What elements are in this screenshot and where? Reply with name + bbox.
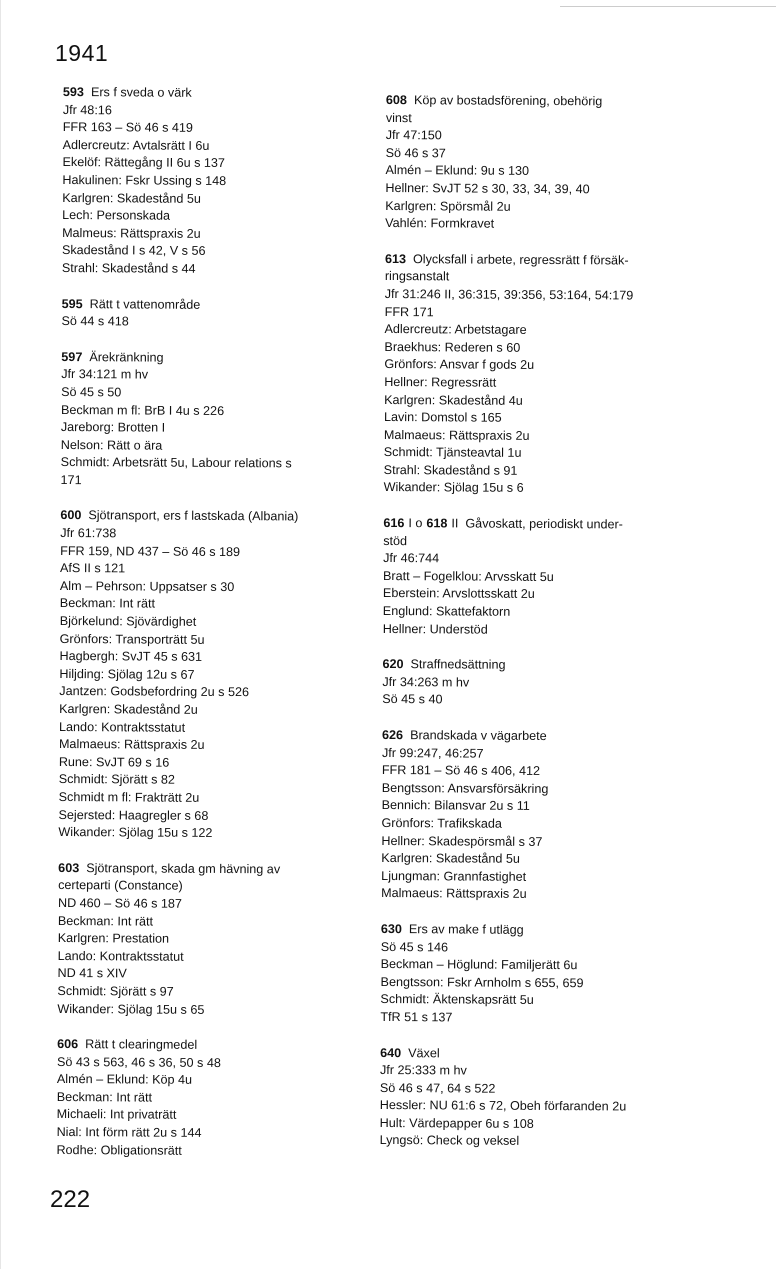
reference-line: certeparti (Constance) — [58, 878, 183, 894]
reference-line: Alm – Pehrson: Uppsatser s 30 — [59, 578, 235, 594]
reference-line: Sö 45 s 40 — [382, 692, 443, 707]
case-title: Rätt t clearingmedel — [85, 1037, 198, 1052]
case-title: Straffnedsättning — [410, 657, 506, 672]
reference-line: Lando: Kontraktsstatut — [59, 719, 186, 735]
case-title: Ärekränkning — [89, 349, 164, 365]
reference-line: Almén – Eklund: Köp 4u — [56, 1072, 193, 1088]
case-number: 626 — [382, 727, 404, 743]
reference-line: Sö 43 s 563, 46 s 36, 50 s 48 — [56, 1054, 221, 1070]
reference-line: ringsanstalt — [384, 269, 450, 284]
reference-line: Beckman – Höglund: Familjerätt 6u — [380, 957, 578, 973]
case-entry — [61, 296, 381, 333]
scan-edge — [0, 0, 1, 1269]
reference-line: Lyngsö: Check og veksel — [379, 1133, 520, 1149]
reference-line: Schmidt m fl: Frakträtt 2u — [58, 789, 200, 805]
case-entry-heading — [381, 921, 671, 940]
reference-line: Jantzen: Godsbefordring 2u s 526 — [59, 684, 250, 700]
case-entry — [61, 349, 382, 492]
reference-line: Almén – Eklund: 9u s 130 — [385, 163, 530, 179]
reference-line: FFR 159, ND 437 – Sö 46 s 189 — [60, 543, 241, 559]
case-entry-heading — [61, 349, 381, 369]
case-number-suffix: II — [451, 516, 459, 531]
reference-line: Schmidt: Sjörätt s 97 — [57, 983, 174, 999]
reference-line: Bennich: Bilansvar 2u s 11 — [381, 798, 530, 814]
case-number: 616 — [383, 516, 405, 531]
reference-line: Nelson: Rätt o ära — [60, 437, 163, 453]
reference-line: Hellner: Regressrätt — [384, 374, 497, 390]
reference-line: Hessler: NU 61:6 s 72, Obeh förfaranden 2u — [379, 1098, 627, 1114]
reference-line: Wikander: Sjölag 15u s 6 — [383, 480, 524, 496]
case-entry — [58, 507, 380, 843]
reference-line: Karlgren: Spörsmål 2u — [385, 198, 511, 214]
case-title: Växel — [408, 1045, 440, 1060]
reference-line: Rune: SvJT 69 s 16 — [58, 754, 170, 770]
case-entry — [383, 515, 674, 640]
case-entry — [62, 84, 383, 279]
reference-line: stöd — [383, 533, 408, 548]
case-title: Ers av make f utlägg — [408, 922, 524, 937]
reference-line: FFR 163 – Sö 46 s 419 — [62, 120, 193, 135]
reference-line: Sö 45 s 50 — [61, 384, 122, 400]
reference-line: Wikander: Sjölag 15u s 122 — [58, 825, 213, 841]
case-number: 608 — [385, 92, 408, 108]
reference-line: Beckman: Int rätt — [59, 596, 156, 612]
case-entry-heading — [60, 507, 380, 527]
reference-line: Jfr 25:333 m hv — [379, 1063, 467, 1078]
reference-line: Skadestånd I s 42, V s 56 — [61, 243, 206, 259]
reference-line: Hakulinen: Fskr Ussing s 148 — [62, 172, 227, 188]
reference-line: Hellner: SvJT 52 s 30, 33, 34, 39, 40 — [385, 180, 590, 197]
case-title: Olycksfall i arbete, regressrätt f försäk- — [412, 251, 629, 268]
reference-line: Ekelöf: Rättegång II 6u s 137 — [62, 155, 225, 171]
reference-line: Sejersted: Haagregler s 68 — [58, 807, 209, 823]
case-entry-heading — [386, 92, 676, 111]
reference-line: Englund: Skattefaktorn — [382, 604, 511, 619]
case-title: Sjötransport, ers f lastskada (Albania) — [88, 508, 299, 524]
reference-line: Jfr 46:744 — [383, 551, 440, 566]
reference-line: Ljungman: Grannfastighet — [381, 868, 527, 884]
case-title: Köp av bostadsförening, obehörig — [413, 93, 603, 109]
case-number: 630 — [380, 921, 402, 937]
reference-line: Lavin: Domstol s 165 — [383, 410, 502, 425]
reference-line: Hiljding: Sjölag 12u s 67 — [59, 666, 195, 682]
case-entry — [57, 860, 378, 1020]
case-entry — [380, 921, 671, 1028]
reference-line: Hellner: Skadespörsmål s 37 — [381, 833, 543, 849]
case-entry — [382, 656, 672, 711]
reference-line: Sö 44 s 418 — [61, 314, 129, 329]
reference-line: Jfr 99:247, 46:257 — [381, 745, 484, 761]
case-entry-heading — [63, 84, 383, 104]
reference-line: Jfr 47:150 — [385, 128, 442, 143]
right-column — [379, 92, 676, 1170]
reference-line: Malmeus: Rättspraxis 2u — [62, 225, 201, 241]
reference-line: Sö 45 s 146 — [380, 939, 449, 954]
reference-line: vinst — [385, 110, 412, 125]
reference-line: Jfr 34:263 m hv — [382, 674, 470, 690]
reference-line: TfR 51 s 137 — [380, 1009, 453, 1025]
reference-line: Karlgren: Skadestånd 5u — [62, 190, 201, 206]
reference-line: Sö 46 s 37 — [385, 145, 446, 161]
case-number: 595 — [61, 296, 83, 311]
reference-line: Schmidt: Tjänsteavtal 1u — [383, 445, 522, 461]
case-entry-heading — [380, 1044, 670, 1063]
reference-line: Eberstein: Arvslottsskatt 2u — [382, 586, 535, 602]
case-number: 603 — [58, 860, 80, 875]
case-entry-heading — [382, 656, 672, 675]
reference-line: Strahl: Skadestånd s 91 — [383, 462, 518, 478]
reference-line: Michaeli: Int privaträtt — [56, 1107, 177, 1123]
case-number-second: 618 — [426, 516, 448, 531]
case-entry-heading — [382, 727, 672, 746]
reference-line: Schmidt: Arbetsrätt 5u, Labour relations s — [60, 455, 292, 471]
reference-line: Wikander: Sjölag 15u s 65 — [57, 1001, 205, 1017]
reference-line: Jfr 31:246 II, 36:315, 39:356, 53:164, 54:179 — [384, 286, 634, 303]
reference-line: Bratt – Fogelklou: Arvsskatt 5u — [383, 568, 554, 584]
case-entry-heading — [57, 1036, 377, 1056]
case-entry — [56, 1036, 377, 1161]
reference-line: Jfr 48:16 — [62, 102, 112, 117]
case-title: Gåvoskatt, periodiskt under- — [465, 516, 623, 532]
case-entry — [385, 92, 676, 235]
reference-line: Lando: Kontraktsstatut — [57, 948, 184, 964]
left-column — [56, 84, 383, 1179]
reference-line: Grönfors: Trafikskada — [381, 815, 502, 831]
reference-line: Schmidt: Äktenskapsrätt 5u — [380, 992, 534, 1008]
reference-line: Karlgren: Skadestånd 5u — [381, 851, 520, 866]
reference-line: Adlercreutz: Arbetstagare — [384, 322, 527, 337]
reference-line: Malmaeus: Rättspraxis 2u — [383, 427, 530, 443]
reference-line: 171 — [60, 472, 82, 487]
case-number: 613 — [384, 251, 407, 266]
reference-line: Malmaeus: Rättspraxis 2u — [381, 886, 527, 902]
case-entry — [381, 727, 672, 905]
reference-line: Adlercreutz: Avtalsrätt I 6u — [62, 137, 210, 153]
case-number: 593 — [62, 84, 85, 100]
reference-line: Hult: Värdepapper 6u s 108 — [379, 1115, 534, 1131]
reference-line: FFR 181 – Sö 46 s 406, 412 — [381, 763, 541, 779]
case-number-joiner: I o — [408, 516, 423, 531]
case-number: 597 — [61, 349, 83, 364]
case-entry — [384, 251, 675, 499]
page-number: 222 — [50, 1186, 91, 1213]
reference-line: Grönfors: Transporträtt 5u — [59, 631, 205, 647]
case-entry-heading — [58, 860, 378, 880]
case-number: 600 — [60, 508, 82, 523]
reference-line: Karlgren: Skadestånd 4u — [384, 392, 523, 408]
reference-line: AfS II s 121 — [59, 561, 126, 576]
reference-line: ND 460 – Sö 46 s 187 — [57, 895, 182, 911]
reference-line: Björkelund: Sjövärdighet — [59, 614, 197, 629]
reference-line: Sö 46 s 47, 64 s 522 — [379, 1080, 496, 1096]
reference-line: Karlgren: Prestation — [57, 931, 170, 946]
year-heading: 1941 — [55, 40, 109, 66]
reference-line: Hagbergh: SvJT 45 s 631 — [59, 649, 203, 665]
case-entry — [380, 1044, 671, 1151]
reference-line: Hellner: Understöd — [382, 621, 488, 637]
case-entry-heading — [62, 296, 382, 316]
reference-line: Beckman: Int rätt — [56, 1089, 153, 1105]
reference-line: Jfr 61:738 — [60, 526, 117, 541]
reference-line: Lech: Personskada — [62, 208, 171, 223]
reference-line: Rodhe: Obligationsrätt — [56, 1142, 182, 1158]
reference-line: Grönfors: Ansvar f gods 2u — [384, 357, 535, 373]
case-entry-heading — [383, 515, 673, 534]
reference-line: FFR 171 — [384, 304, 434, 319]
reference-line: Bengtsson: Ansvarsförsäkring — [381, 780, 549, 796]
reference-line: Jfr 34:121 m hv — [61, 367, 149, 382]
case-title: Ers f sveda o värk — [90, 85, 192, 100]
reference-line: Braekhus: Rederen s 60 — [384, 339, 521, 355]
reference-line: ND 41 s XIV — [57, 966, 127, 981]
reference-line: Beckman: Int rätt — [57, 913, 154, 929]
case-title: Brandskada v vägarbete — [410, 728, 547, 743]
reference-line: Vahlén: Formkravet — [385, 216, 495, 231]
reference-line: Nial: Int förm rätt 2u s 144 — [56, 1125, 202, 1140]
reference-line: Beckman m fl: BrB I 4u s 226 — [60, 402, 225, 418]
case-title: Sjötransport, skada gm hävning av — [86, 860, 281, 877]
reference-line: Strahl: Skadestånd s 44 — [61, 260, 196, 276]
case-title: Rätt t vattenområde — [89, 296, 201, 312]
case-entry-heading — [385, 251, 675, 270]
reference-line: Schmidt: Sjörätt s 82 — [58, 772, 175, 788]
case-number: 606 — [57, 1037, 79, 1052]
reference-line: Jareborg: Brotten I — [60, 420, 166, 435]
case-number: 620 — [382, 657, 404, 672]
case-number: 640 — [380, 1045, 402, 1060]
reference-line: Malmaeus: Rättspraxis 2u — [58, 737, 205, 753]
reference-line: Bengtsson: Fskr Arnholm s 655, 659 — [380, 974, 584, 990]
reference-line: Karlgren: Skadestånd 2u — [59, 701, 198, 717]
scan-top-rule — [560, 6, 776, 7]
